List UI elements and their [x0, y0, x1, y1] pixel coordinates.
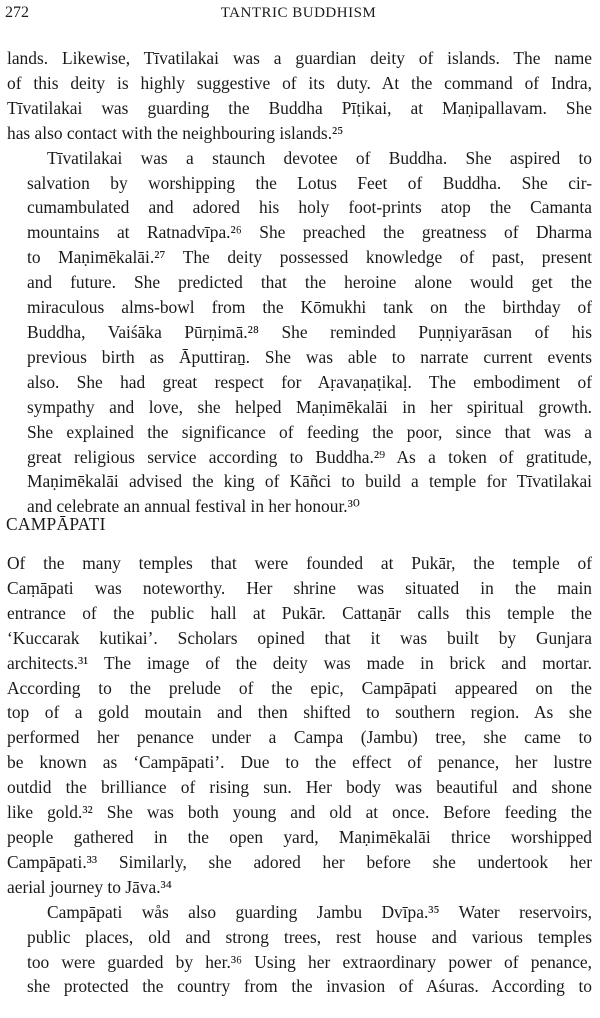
text-line: Buddha, Vaiśāka Pūrṇimā.²⁸ She reminded Puṇṇiyarāsan of his	[27, 321, 592, 342]
running-title: TANTRIC BUDDHISM	[220, 5, 377, 21]
text-line: outdid the brilliance of rising sun. Her body was beautiful and shone	[7, 777, 592, 798]
running-head	[5, 2, 592, 24]
text-line: like gold.³² She was both young and old at once. Before feeding the	[7, 802, 592, 823]
text-line: cumambulated and adored his holy foot-prints atop the Camanta	[27, 197, 592, 218]
text-line: great religious service according to Buddha.²⁹ As a token of gratitude,	[27, 446, 592, 467]
text-line: Caṃāpati was noteworthy. Her shrine was situated in the main	[7, 577, 592, 598]
text-line: public places, old and strong trees, rest house and various temples	[27, 926, 592, 947]
text-line: salvation by worshipping the Lotus Feet of Buddha. She cir-	[27, 172, 592, 193]
text-line: also. She had great respect for Aṛavaṇaṭikaḷ. The embodiment of	[27, 371, 592, 392]
text-line: previous birth as Āputtiraṉ. She was able to narrate current events	[27, 346, 592, 367]
text-line: aerial journey to Jāva.³⁴	[7, 876, 172, 897]
section-heading: CAMPĀPATI	[6, 514, 106, 534]
text-line: mountains at Ratnadvīpa.²⁶ She preached the greatness of Dharma	[27, 222, 592, 243]
paragraph-1	[7, 46, 592, 146]
text-line: Tīvatilakai was a staunch devotee of Buddha. She aspired to	[47, 147, 592, 168]
text-line: and future. She predicted that the heroine alone would get the	[27, 272, 592, 293]
page-number: 272	[5, 4, 29, 21]
text-line: architects.³¹ The image of the deity was made in brick and mortar.	[7, 652, 592, 673]
text-line: be known as ‘Campāpati’. Due to the effect of penance, her lustre	[7, 752, 592, 773]
text-line: people gathered in the open yard, Maṇimēkalāi thrice worshipped	[7, 826, 592, 847]
text-line: and celebrate an annual festival in her honour.³⁰	[27, 496, 360, 517]
text-line: Campāpati.³³ Similarly, she adored her before she undertook her	[7, 851, 592, 872]
text-line: Campāpati wås also guarding Jambu Dvīpa.³⁵ Water reservoirs,	[47, 901, 592, 922]
text-line: Tīvatilakai was guarding the Buddha Pīṭikai, at Maṇipallavam. She	[7, 97, 592, 118]
text-line: of this deity is highly suggestive of its duty. At the command of Indra,	[7, 72, 592, 93]
text-line: ‘Kuccarak kutikai’. Scholars opined that it was built by Gunjara	[7, 627, 592, 648]
text-line: top of a gold moutain and then shifted to southern region. As she	[7, 702, 592, 723]
text-line: she protected the country from the invasion of Aśuras. According to	[27, 976, 592, 997]
paragraph-3	[7, 551, 592, 900]
text-line: miraculous alms-bowl from the Kōmukhi tank on the birthday of	[27, 297, 592, 318]
text-line: Maṇimēkalāi advised the king of Kāñci to build a temple for Tīvatilakai	[27, 471, 592, 492]
text-line: lands. Likewise, Tīvatilakai was a guardian deity of islands. The name	[7, 48, 592, 68]
text-line: Of the many temples that were founded at Pukār, the temple of	[7, 553, 592, 573]
text-line: too were guarded by her.³⁶ Using her extraordinary power of penance,	[27, 951, 592, 972]
text-line: She explained the significance of feeding the poor, since that was a	[27, 421, 592, 442]
paragraph-2	[7, 146, 592, 520]
body-text-top	[7, 46, 592, 519]
text-line: performed her penance under a Campa (Jambu) tree, she came to	[7, 727, 592, 748]
text-line: According to the prelude of the epic, Campāpati appeared on the	[7, 677, 592, 698]
body-text-bottom	[7, 551, 592, 999]
paragraph-4	[7, 900, 592, 1000]
text-line: entrance of the public hall at Pukār. Cattaṉār calls this temple the	[7, 602, 592, 623]
text-line: to Maṇimēkalāi.²⁷ The deity possessed knowledge of past, present	[27, 247, 592, 268]
text-line: sympathy and love, she helped Maṇimēkalāi in her spiritual growth.	[27, 396, 592, 417]
text-line: has also contact with the neighbouring islands.²⁵	[7, 122, 344, 143]
